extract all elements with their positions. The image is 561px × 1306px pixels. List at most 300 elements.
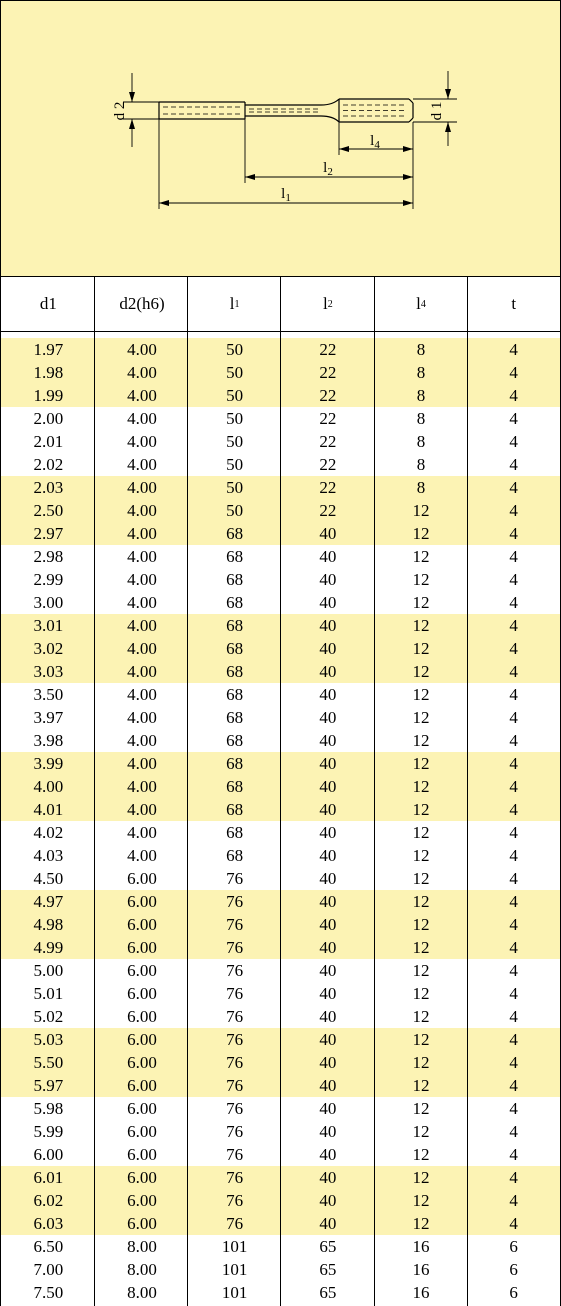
cell-l2: 22	[319, 432, 337, 451]
cell-d1: 3.02	[33, 639, 64, 658]
cell-d2: 4.00	[127, 800, 157, 819]
cell-l4: 12	[412, 984, 430, 1003]
cell-d2: 6.00	[127, 1168, 157, 1187]
cell-d2: 6.00	[127, 869, 157, 888]
table-row	[1, 338, 560, 361]
label-l1-main: l	[281, 186, 286, 202]
cell-l1: 50	[226, 478, 244, 497]
cell-t: 4	[509, 1030, 518, 1049]
table-row	[1, 453, 560, 476]
cell-l1: 101	[221, 1260, 248, 1279]
cell-l1: 76	[226, 1053, 244, 1072]
cell-l4: 8	[416, 409, 426, 428]
cell-l2: 40	[319, 846, 337, 865]
cell-t: 4	[509, 915, 518, 934]
cell-t: 4	[509, 1145, 518, 1164]
cell-d2: 6.00	[127, 1191, 157, 1210]
cell-l2: 65	[319, 1260, 337, 1279]
table-row	[1, 499, 560, 522]
table-header	[0, 277, 561, 332]
cell-d1: 4.03	[33, 846, 64, 865]
cell-d1: 2.99	[33, 570, 64, 589]
cell-l4: 12	[412, 892, 430, 911]
cell-d1: 2.98	[33, 547, 64, 566]
cell-l2: 40	[319, 915, 337, 934]
cell-l1: 76	[226, 1122, 244, 1141]
cell-l1: 76	[226, 984, 244, 1003]
cell-d1: 2.01	[33, 432, 64, 451]
column-header-t	[467, 277, 560, 331]
cell-l4: 12	[412, 754, 430, 773]
cell-l1: 76	[226, 1099, 244, 1118]
cell-d2: 4.00	[127, 754, 157, 773]
cell-l2: 22	[319, 363, 337, 382]
cell-d1: 2.97	[33, 524, 64, 543]
table-row	[1, 729, 560, 752]
cell-l4: 12	[412, 938, 430, 957]
cell-d1: 4.01	[33, 800, 64, 819]
cell-t: 4	[509, 1122, 518, 1141]
cell-l1: 68	[226, 823, 244, 842]
cell-d1: 3.50	[33, 685, 64, 704]
cell-l2: 40	[319, 616, 337, 635]
cell-t: 4	[509, 869, 518, 888]
cell-d2: 4.00	[127, 547, 157, 566]
table-row	[1, 1051, 560, 1074]
cell-t: 4	[509, 386, 518, 405]
column-header-label: l	[229, 294, 235, 313]
cell-l4: 12	[412, 777, 430, 796]
cell-l1: 76	[226, 938, 244, 957]
cell-d1: 1.98	[33, 363, 64, 382]
cell-l4: 12	[412, 524, 430, 543]
cell-l2: 40	[319, 1191, 337, 1210]
cell-d1: 7.50	[33, 1283, 64, 1302]
cell-l2: 40	[319, 1076, 337, 1095]
cell-t: 4	[509, 570, 518, 589]
table-row	[1, 1212, 560, 1235]
cell-d2: 6.00	[127, 984, 157, 1003]
table-row	[1, 1120, 560, 1143]
table-row	[1, 959, 560, 982]
table-row	[1, 775, 560, 798]
cell-l4: 12	[412, 1122, 430, 1141]
cell-t: 6	[509, 1237, 518, 1256]
cell-t: 4	[509, 455, 518, 474]
cell-t: 4	[509, 685, 518, 704]
cell-t: 4	[509, 1168, 518, 1187]
cell-d1: 2.03	[33, 478, 64, 497]
cell-l1: 76	[226, 1145, 244, 1164]
cell-l4: 8	[416, 386, 426, 405]
cell-t: 4	[509, 938, 518, 957]
cell-d1: 5.03	[33, 1030, 64, 1049]
cell-l1: 50	[226, 363, 244, 382]
cell-l4: 12	[412, 639, 430, 658]
cell-t: 4	[509, 340, 518, 359]
cell-t: 4	[509, 754, 518, 773]
cell-l2: 40	[319, 593, 337, 612]
cell-t: 4	[509, 616, 518, 635]
table-row	[1, 752, 560, 775]
cell-l4: 12	[412, 570, 430, 589]
cell-l2: 22	[319, 386, 337, 405]
cell-l2: 40	[319, 892, 337, 911]
column-header-label: l	[416, 294, 421, 313]
cell-d2: 8.00	[127, 1237, 157, 1256]
cell-t: 4	[509, 409, 518, 428]
cell-l2: 40	[319, 1145, 337, 1164]
cell-l2: 40	[319, 570, 337, 589]
cell-l4: 12	[412, 1191, 430, 1210]
cell-l2: 40	[319, 984, 337, 1003]
label-d2: d 2	[112, 101, 128, 121]
label-l4-sub: 4	[374, 139, 380, 151]
cell-l4: 12	[412, 1168, 430, 1187]
table-row	[1, 1097, 560, 1120]
cell-l2: 40	[319, 777, 337, 796]
column-header-l4	[375, 277, 468, 331]
cell-l4: 12	[412, 1053, 430, 1072]
cell-d1: 4.02	[33, 823, 64, 842]
cell-d2: 4.00	[127, 823, 157, 842]
cell-d1: 1.99	[33, 386, 64, 405]
column-header-subscript: 1	[234, 298, 240, 310]
cell-d2: 6.00	[127, 1053, 157, 1072]
cell-t: 4	[509, 1191, 518, 1210]
cell-d2: 6.00	[127, 938, 157, 957]
cell-d1: 1.97	[33, 340, 64, 359]
cell-d1: 5.98	[33, 1099, 64, 1118]
cell-d1: 3.97	[33, 708, 64, 727]
cell-l2: 40	[319, 1214, 337, 1233]
table-row	[1, 1166, 560, 1189]
cell-l4: 12	[412, 961, 430, 980]
cell-l1: 76	[226, 1214, 244, 1233]
cell-l1: 68	[226, 639, 244, 658]
cell-l4: 8	[416, 340, 426, 359]
table-row	[1, 982, 560, 1005]
table-row	[1, 545, 560, 568]
cell-l1: 68	[226, 685, 244, 704]
cell-l4: 8	[416, 363, 426, 382]
label-l2-sub: 2	[327, 166, 333, 178]
cell-l2: 40	[319, 1122, 337, 1141]
cell-l2: 65	[319, 1283, 337, 1302]
cell-t: 4	[509, 593, 518, 612]
column-header-l2	[281, 277, 375, 331]
cell-l4: 16	[412, 1237, 430, 1256]
cell-l2: 40	[319, 754, 337, 773]
cell-d1: 7.00	[33, 1260, 64, 1279]
cell-d2: 8.00	[127, 1260, 157, 1279]
cell-l4: 12	[412, 616, 430, 635]
cell-t: 4	[509, 363, 518, 382]
cell-l4: 12	[412, 685, 430, 704]
cell-l2: 40	[319, 938, 337, 957]
cell-l4: 16	[412, 1283, 430, 1302]
table-row	[1, 821, 560, 844]
cell-l1: 76	[226, 1168, 244, 1187]
cell-l1: 50	[226, 386, 244, 405]
cell-d2: 6.00	[127, 1099, 157, 1118]
table-row	[1, 1235, 560, 1258]
cell-l4: 12	[412, 593, 430, 612]
cell-t: 4	[509, 800, 518, 819]
label-l2-main: l	[323, 160, 328, 176]
cell-l2: 40	[319, 708, 337, 727]
cell-d2: 4.00	[127, 846, 157, 865]
label-l1	[281, 186, 291, 204]
cell-l4: 12	[412, 501, 430, 520]
cell-d2: 4.00	[127, 455, 157, 474]
column-header-label: d2(h6)	[119, 294, 165, 313]
cell-d1: 6.03	[33, 1214, 64, 1233]
column-header-d2	[96, 277, 189, 331]
cell-d2: 6.00	[127, 961, 157, 980]
cell-l4: 12	[412, 1145, 430, 1164]
cell-l4: 12	[412, 731, 430, 750]
table-row	[1, 1189, 560, 1212]
cell-l4: 12	[412, 1214, 430, 1233]
table-row	[1, 476, 560, 499]
table-row	[1, 1143, 560, 1166]
cell-l2: 40	[319, 662, 337, 681]
cell-l2: 40	[319, 685, 337, 704]
cell-d1: 5.50	[33, 1053, 64, 1072]
cell-d1: 3.03	[33, 662, 64, 681]
cell-l2: 40	[319, 547, 337, 566]
cell-l2: 40	[319, 1099, 337, 1118]
cell-l1: 68	[226, 731, 244, 750]
cell-d2: 4.00	[127, 639, 157, 658]
cell-l1: 76	[226, 1007, 244, 1026]
cell-l4: 12	[412, 869, 430, 888]
cell-d2: 4.00	[127, 386, 157, 405]
cell-l1: 76	[226, 892, 244, 911]
cell-l1: 68	[226, 616, 244, 635]
cell-l4: 12	[412, 800, 430, 819]
cell-l4: 8	[416, 478, 426, 497]
cell-d1: 2.00	[33, 409, 64, 428]
cell-l2: 40	[319, 524, 337, 543]
cell-l1: 68	[226, 547, 244, 566]
cell-d2: 4.00	[127, 616, 157, 635]
table-row	[1, 844, 560, 867]
cell-t: 4	[509, 708, 518, 727]
column-header-label: t	[511, 294, 517, 313]
cell-l1: 50	[226, 432, 244, 451]
cell-l4: 12	[412, 915, 430, 934]
cell-l1: 50	[226, 409, 244, 428]
cell-d2: 6.00	[127, 1007, 157, 1026]
cell-l2: 40	[319, 1053, 337, 1072]
cell-t: 4	[509, 961, 518, 980]
label-d1: d 1	[429, 101, 445, 121]
cell-l1: 68	[226, 593, 244, 612]
cell-d1: 3.01	[33, 616, 64, 635]
cell-t: 4	[509, 524, 518, 543]
cell-l2: 40	[319, 639, 337, 658]
cell-l2: 40	[319, 869, 337, 888]
cell-d1: 5.99	[33, 1122, 64, 1141]
cell-t: 4	[509, 478, 518, 497]
cell-l1: 50	[226, 455, 244, 474]
cell-t: 4	[509, 731, 518, 750]
cell-l2: 40	[319, 823, 337, 842]
cell-l1: 68	[226, 524, 244, 543]
table-row	[1, 867, 560, 890]
cell-d1: 5.97	[33, 1076, 64, 1095]
cell-l2: 40	[319, 731, 337, 750]
table-row	[1, 936, 560, 959]
cell-d1: 4.97	[33, 892, 64, 911]
cell-l1: 68	[226, 570, 244, 589]
cell-t: 4	[509, 1007, 518, 1026]
cell-l4: 12	[412, 1030, 430, 1049]
cell-l1: 76	[226, 1191, 244, 1210]
table-row	[1, 568, 560, 591]
column-header-label: d1	[39, 294, 57, 313]
cell-l4: 16	[412, 1260, 430, 1279]
cell-d1: 4.50	[33, 869, 64, 888]
table-row	[1, 407, 560, 430]
label-l2	[323, 160, 333, 178]
table-row	[1, 637, 560, 660]
cell-d2: 4.00	[127, 685, 157, 704]
cell-t: 4	[509, 662, 518, 681]
cell-l4: 12	[412, 662, 430, 681]
cell-l1: 76	[226, 1076, 244, 1095]
cell-l2: 40	[319, 800, 337, 819]
cell-l1: 76	[226, 1030, 244, 1049]
cell-d2: 6.00	[127, 892, 157, 911]
table-row	[1, 890, 560, 913]
cell-t: 6	[509, 1283, 518, 1302]
cell-d2: 8.00	[127, 1283, 157, 1302]
cell-t: 4	[509, 846, 518, 865]
cell-l2: 40	[319, 961, 337, 980]
reamer-diagram-panel	[0, 0, 561, 277]
cell-d1: 2.50	[33, 501, 64, 520]
label-l1-sub: 1	[285, 192, 291, 204]
cell-d2: 4.00	[127, 432, 157, 451]
column-header-d1	[1, 277, 96, 331]
table-row	[1, 522, 560, 545]
cell-d2: 6.00	[127, 1030, 157, 1049]
cell-t: 4	[509, 1076, 518, 1095]
cell-l1: 101	[221, 1237, 248, 1256]
cell-l1: 68	[226, 846, 244, 865]
cell-l1: 68	[226, 777, 244, 796]
cell-d1: 3.99	[33, 754, 64, 773]
cell-d1: 5.02	[33, 1007, 64, 1026]
cell-d2: 4.00	[127, 708, 157, 727]
cell-l1: 101	[221, 1283, 248, 1302]
cell-t: 4	[509, 639, 518, 658]
cell-d2: 4.00	[127, 524, 157, 543]
cell-d2: 6.00	[127, 1145, 157, 1164]
cell-l1: 50	[226, 340, 244, 359]
table-row	[1, 683, 560, 706]
cell-d1: 5.00	[33, 961, 64, 980]
cell-d1: 4.98	[33, 915, 64, 934]
cell-l4: 12	[412, 547, 430, 566]
cell-l2: 22	[319, 340, 337, 359]
cell-l1: 68	[226, 754, 244, 773]
cell-l4: 12	[412, 1007, 430, 1026]
cell-l1: 50	[226, 501, 244, 520]
cell-d2: 4.00	[127, 363, 157, 382]
cell-l1: 76	[226, 869, 244, 888]
table-row	[1, 1281, 560, 1304]
table-row	[1, 430, 560, 453]
column-header-l1	[188, 277, 281, 331]
cell-l2: 40	[319, 1007, 337, 1026]
table-row	[1, 384, 560, 407]
table-body	[0, 332, 561, 1306]
cell-l4: 12	[412, 846, 430, 865]
cell-l2: 22	[319, 478, 337, 497]
cell-d1: 2.02	[33, 455, 64, 474]
cell-d2: 4.00	[127, 662, 157, 681]
cell-d2: 6.00	[127, 1076, 157, 1095]
cell-l2: 22	[319, 455, 337, 474]
cell-t: 4	[509, 1053, 518, 1072]
cell-d2: 4.00	[127, 593, 157, 612]
cell-d1: 3.98	[33, 731, 64, 750]
cell-l4: 8	[416, 455, 426, 474]
table-row	[1, 1258, 560, 1281]
cell-d1: 4.00	[33, 777, 64, 796]
table-row	[1, 798, 560, 821]
cell-d2: 4.00	[127, 409, 157, 428]
table-row	[1, 660, 560, 683]
cell-l2: 40	[319, 1030, 337, 1049]
reamer-drawing	[1, 1, 561, 278]
cell-t: 4	[509, 547, 518, 566]
cell-d2: 4.00	[127, 777, 157, 796]
cell-d1: 6.50	[33, 1237, 64, 1256]
cell-d2: 6.00	[127, 915, 157, 934]
cell-l2: 40	[319, 1168, 337, 1187]
cell-t: 6	[509, 1260, 518, 1279]
cell-d2: 4.00	[127, 340, 157, 359]
label-l4-main: l	[370, 133, 375, 149]
cell-t: 4	[509, 892, 518, 911]
cell-t: 4	[509, 823, 518, 842]
cell-d1: 3.00	[33, 593, 64, 612]
cell-t: 4	[509, 501, 518, 520]
cell-t: 4	[509, 777, 518, 796]
cell-d2: 4.00	[127, 570, 157, 589]
cell-d1: 5.01	[33, 984, 64, 1003]
table-row	[1, 361, 560, 384]
cell-l4: 8	[416, 432, 426, 451]
cell-t: 4	[509, 432, 518, 451]
cell-l1: 68	[226, 708, 244, 727]
cell-l4: 12	[412, 708, 430, 727]
cell-l2: 65	[319, 1237, 337, 1256]
cell-t: 4	[509, 984, 518, 1003]
cell-l1: 76	[226, 961, 244, 980]
table-row	[1, 706, 560, 729]
table-row	[1, 614, 560, 637]
cell-d2: 6.00	[127, 1214, 157, 1233]
cell-l4: 12	[412, 823, 430, 842]
cell-t: 4	[509, 1214, 518, 1233]
cell-d2: 4.00	[127, 478, 157, 497]
